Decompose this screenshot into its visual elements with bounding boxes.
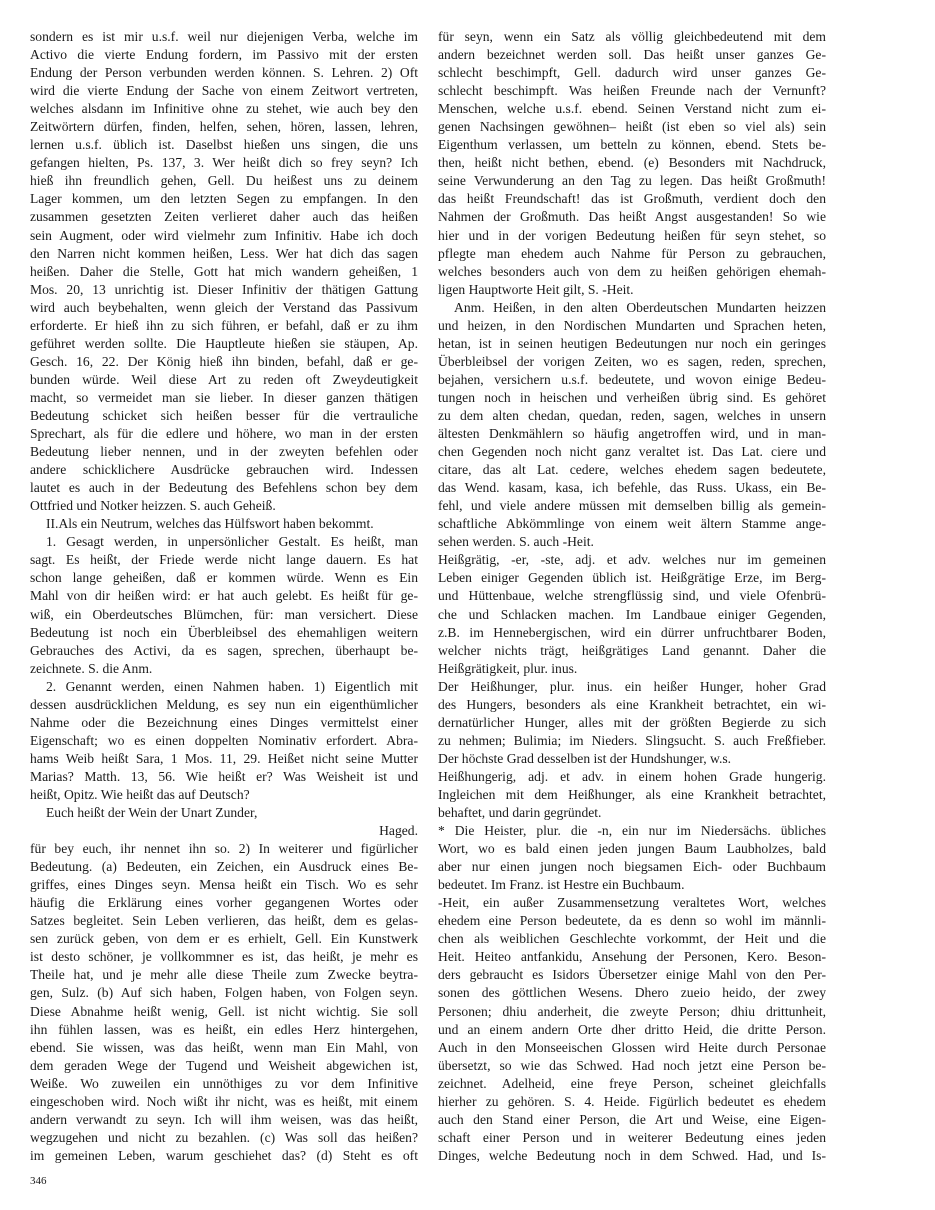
text-line: behaftet, und darin gegründet. xyxy=(438,805,602,821)
text-line: Der Heißhunger, plur. inus. ein heißer Hunger, hoher Grad xyxy=(438,678,826,694)
left-column xyxy=(30,28,418,1165)
text-line: Ottfried und Notker heizzen. S. auch Geheiß. xyxy=(30,498,276,514)
text-line: Euch heißt der Wein der Unart Zunder, xyxy=(46,805,258,821)
text-line: Auch in den Monseeischen Glossen wird Heite durch Personae xyxy=(438,1039,826,1055)
text-line: wegzugehen und nicht zu bezahlen. (c) Was soll das heißen? xyxy=(30,1129,418,1145)
text-line: sein Augment, oder wird vielmehr zum Infinitiv. Habe ich doch xyxy=(30,227,418,243)
text-line: Überbleibsel der vorigen Zeiten, wo es sagen, reden, sprechen, xyxy=(438,353,826,369)
text-line: schon lange geheißen, daß er kommen würde. Wenn es Ein xyxy=(30,570,418,586)
text-line: des Hungers, besonders als eine Krankheit betrachtet, ein wi- xyxy=(438,696,826,712)
text-line: pflegte man ehedem auch Nahme für Person zu gebrauchen, xyxy=(438,245,826,261)
text-line: welches alsdann im Infinitive ohne zu stehet, wie auch bey den xyxy=(30,101,418,117)
text-line: andern verwandt zu seyn. Ich will ihm weisen, was das heißt, xyxy=(30,1111,418,1127)
text-line: und an einem andern Orte dher dritto Heid, die dritte Person. xyxy=(438,1021,826,1037)
text-line: für seyn, wenn ein Satz als völlig gleichbedeutend mit dem xyxy=(438,29,826,44)
text-line: Mos. 20, 13 unrichtig ist. Dieser Infinitiv der thätigen Gattung xyxy=(30,281,418,297)
text-line: Bedeutung schicket sich heißen besser für die vertrauliche xyxy=(30,407,418,423)
text-line: Menschen, welche u.s.f. ebend. Seinen Verstand nicht zum ei- xyxy=(438,101,826,117)
text-line: 1. Gesagt werden, in unpersönlicher Gestalt. Es heißt, man xyxy=(46,534,418,550)
text-line: tungen noch in heischen und verheißen übrig sind. Es gehöret xyxy=(438,389,826,405)
text-line: Gesch. 16, 22. Der König hieß ihn binden, befahl, daß er ge- xyxy=(30,353,418,369)
text-line: übersetzt, so wie das Schwed. Had noch jetzt eine Person be- xyxy=(438,1057,826,1073)
text-line: zeichnet. Adelheid, eine freye Person, scheinet gleichfalls xyxy=(438,1075,826,1091)
text-line: hier und in der vorigen Bedeutung heißen für seyn stehet, so xyxy=(438,227,826,243)
text-line: schaft einer Person und in weiterer Bedeutung eines jeden xyxy=(438,1129,826,1145)
text-line: häufig die Erklärung eines vorher gegangenen Wortes oder xyxy=(30,895,418,911)
text-line: ältesten Denkmählern so häufig angetroffen wird, und in man- xyxy=(438,426,826,442)
text-line: Eigenschaft; wo es einen doppelten Nominativ erfordert. Abra- xyxy=(30,732,418,748)
text-line: Dinges, welche Bedeutung noch in dem Schwed. Had, und Is- xyxy=(438,1147,826,1163)
text-line: Weiße. Wo zuweilen ein unnöthiges zu vor dem Infinitive xyxy=(30,1075,418,1091)
text-line: seine Verwunderung an den Tag zu legen. Das heißt Großmuth! xyxy=(438,173,826,189)
text-line: Nahmen der Großmuth. Das heißt Angst ausgestanden! So wie xyxy=(438,209,826,225)
text-line: Mahl von dir heißen wird: er hat auch gelebt. Es heißt für ge- xyxy=(30,588,418,604)
text-line: Lager kommen, um den letzten Segen zu empfangen. In den xyxy=(30,191,418,207)
text-line: 2. Genannt werden, einen Nahmen haben. 1) Eigentlich mit xyxy=(46,678,418,694)
text-line: macht, so vermeidet man sie lieber. In dieser ganzen thätigen xyxy=(30,389,418,405)
text-line: erforderte. Er hieß ihn zu sich führen, er befahl, daß er zu ihm xyxy=(30,317,418,333)
text-line: Eigenthum verlassen, um betteln zu können, ebend. Stets be- xyxy=(438,137,826,153)
text-line: dessen ausdrücklichen Meldung, es sey nun ein eigenthümlicher xyxy=(30,696,418,712)
text-line: Gebrauches des Activi, da es sagen, sprechen, überhaupt be- xyxy=(30,642,418,658)
text-line: den Narren nicht kommen heißen, Less. Wer hat dich das sagen xyxy=(30,245,418,261)
text-line: für bey euch, ihr nennet ihn so. 2) In weiterer und figürlicher xyxy=(30,841,418,857)
text-line: andern bezeichnet werden soll. Das heißt unser ganzes Ge- xyxy=(438,47,826,63)
text-line: then, heißt nicht bethen, ebend. (e) Besonders mit Nachdruck, xyxy=(438,155,826,171)
text-line: Heißhungerig, adj. et adv. in einem hohen Grade hungerig. xyxy=(438,768,826,784)
text-line: dernatürlicher Hunger, alles mit der größten Begierde zu sich xyxy=(438,714,826,730)
text-line: ders gebraucht es Isidors Übersetzer einige Mahl von den Per- xyxy=(438,967,826,983)
text-line: eingeschoben wird. Noch wißt ihr nicht, was es heißt, mit einem xyxy=(30,1093,418,1109)
text-line: Satzes begleitet. Sein Leben verlieren, das heißt, dem es gelas- xyxy=(30,913,418,929)
text-line: Ingleichen mit dem Heißhunger, als eine Krankheit betrachtet, xyxy=(438,786,826,802)
text-line: griffes, eines Dinges seyn. Mensa heißt ein Tisch. Wo es sehr xyxy=(30,877,418,893)
text-line: sondern es ist mir u.s.f. weil nur diejenigen Verba, welche im xyxy=(30,29,418,44)
text-line: Bedeutung ist noch ein Überbleibsel des ehemahligen weitern xyxy=(30,624,418,640)
text-line: zu nehmen; Bulimia; im Nieders. Slingsucht. S. auch Freßfieber. xyxy=(438,732,826,748)
text-line: -Heit, ein außer Zusammensetzung veraltetes Wort, welches xyxy=(438,895,826,911)
text-line: genen Nachsingen gewöhnen– heißt (ist eben so viel als) sein xyxy=(438,119,826,135)
text-line: ihn fühlen lassen, was es heißt, ein edles Herz hintergehen, xyxy=(30,1021,418,1037)
text-line: sen zurück geben, von dem er es erhielt, Gell. Ein Kunstwerk xyxy=(30,931,418,947)
text-line: wird auch beybehalten, wenn gleich der Verstand das Passivum xyxy=(30,299,418,315)
page-number: 346 xyxy=(30,1175,47,1187)
text-line: und heizen, in den Nordischen Mundarten und Sprachen heten, xyxy=(438,317,826,333)
text-line: Sprechart, als für die edlere und höhere, wo man in der ersten xyxy=(30,426,418,442)
text-line: chen Gegenden noch nicht ganz veraltet ist. Das Lat. ciere und xyxy=(438,444,826,460)
text-line: hetan, ist in seinen heutigen Bedeutungen nur noch ein geringes xyxy=(438,335,826,351)
text-line: andere schicklichere Ausdrücke gebrauchen wird. Indessen xyxy=(30,462,418,478)
text-line: Der höchste Grad desselben ist der Hundshunger, w.s. xyxy=(438,750,732,766)
text-line: wiß, ein Oberdeutsches Blümchen, für: man versichert. Diese xyxy=(30,606,418,622)
text-line: z.B. im Hennebergischen, wird ein dürrer unfruchtbarer Boden, xyxy=(438,624,826,640)
right-column xyxy=(438,28,826,1165)
text-line: aber nur einen jungen noch biegsamen Eich- oder Buchbaum xyxy=(438,859,826,875)
text-line: bedeutet. Im Franz. ist Hestre ein Buchbaum. xyxy=(438,877,685,893)
text-line: Activo die vierte Endung fordern, im Passivo mit der ersten xyxy=(30,47,418,63)
text-line: im gemeinen Leben, warum geschiehet das? (d) Steht es oft xyxy=(30,1147,418,1163)
text-line: lautet es auch in der Bedeutung des Befehlens schon bey dem xyxy=(30,480,418,496)
text-line: auch den Stand einer Person, die Art und Weise, eine Eigen- xyxy=(438,1111,826,1127)
text-line: hierher zu gehören. S. 4. Heide. Figürlich bedeutet es ehedem xyxy=(438,1093,826,1109)
text-line: wird die vierte Endung der Sache von einem Zeitwort vertreten, xyxy=(30,83,418,99)
text-line: schlecht beschimpft, Gell. dadurch wird unser ganzes Ge- xyxy=(438,65,826,81)
text-line: sehen werden. S. auch -Heit. xyxy=(438,534,594,550)
text-line: Heißgrätigkeit, plur. inus. xyxy=(438,660,578,676)
text-line: ist desto schöner, je vollkommner es ist, das heißt, je mehr es xyxy=(30,949,418,965)
text-line: geführet werden sollte. Die Hauptleute hießen sie stäupen, Ap. xyxy=(30,335,418,351)
text-line: dem geraden Wege der Tugend und Weisheit abgewichen ist, xyxy=(30,1057,418,1073)
text-line: das Wend. kasam, kasa, ich befehle, das Russ. Ukass, ein Be- xyxy=(438,480,826,496)
text-line: Personen; dhiu anderheit, die zweyte Person; dhiu drittunheit, xyxy=(438,1003,826,1019)
text-line: schlecht beschimpft. Was heißen Freunde nach der Vernunft? xyxy=(438,83,826,99)
text-line: ebend. Sie wissen, was das heißt, wenn man Ein Mahl, von xyxy=(30,1039,418,1055)
text-line: welcher nichts trägt, heißgrätiges Land genannt. Daher die xyxy=(438,642,826,658)
text-line: gefangen hielten, Ps. 137, 3. Wer heißt dich so frey seyn? Ich xyxy=(30,155,418,171)
text-line: * Die Heister, plur. die -n, ein nur im Niedersächs. übliches xyxy=(438,823,826,839)
text-line: hams Weib heißt Sara, 1 Mos. 11, 29. Heißet nicht seine Mutter xyxy=(30,750,418,766)
text-line: heißen. Daher die Stelle, Gott hat mich wandern geheißen, 1 xyxy=(30,263,418,279)
text-line: II.Als ein Neutrum, welches das Hülfswort haben bekommt. xyxy=(46,516,374,532)
text-line: sonen des göttlichen Wesens. Dhero zueio heido, der zwey xyxy=(438,985,826,1001)
text-line: bunden würde. Weil diese Art zu reden oft Zweydeutigkeit xyxy=(30,371,418,387)
text-line: schaftliche Abkömmlinge von einem weit ältern Stamme ange- xyxy=(438,516,826,532)
text-line: Marias? Matth. 13, 56. Wie heißt er? Was Weisheit ist und xyxy=(30,768,418,784)
text-line: Heißgrätig, -er, -ste, adj. et adv. welches nur im gemeinen xyxy=(438,552,826,568)
text-line: welches besonders auch von dem zu heißen gehörigen ehemah- xyxy=(438,263,826,279)
text-line: Zeitwörtern dürfen, finden, helfen, sehen, hören, lassen, lehren, xyxy=(30,119,418,135)
text-line: zusammen gesetzten Zeiten verlieret daher auch das heißen xyxy=(30,209,418,225)
text-line: heißt, Opitz. Wie heißt das auf Deutsch? xyxy=(30,786,250,802)
text-line: und Hüttenbaue, welche strengflüssig sind, und viele Ofenbrü- xyxy=(438,588,826,604)
text-line: Endung der Person verbunden werden können. S. Lehren. 2) Oft xyxy=(30,65,418,81)
text-line: gen, Sulz. (b) Auf sich haben, Folgen haben, von Folgen seyn. xyxy=(30,985,418,1001)
text-line: Nahme oder die Bezeichnung eines Dinges vermittelst einer xyxy=(30,714,418,730)
text-line: Wort, wo es bald einen jeden jungen Baum Laubholzes, bald xyxy=(438,841,826,857)
text-line: Anm. Heißen, in den alten Oberdeutschen Mundarten heizzen xyxy=(454,299,826,315)
text-line: hieß ihn freundlich gehen, Gell. Du heißest uns zu deinem xyxy=(30,173,418,189)
text-line: fehl, und viele andere müssen mit demselben billig als gemein- xyxy=(438,498,826,514)
text-line: zeichnete. S. die Anm. xyxy=(30,660,153,676)
text-line: Haged. xyxy=(379,823,418,839)
text-line: ehedem eine Person bedeutete, da es denn so wohl im männli- xyxy=(438,913,826,929)
text-line: Leben einiger Gegenden üblich ist. Heißgrätige Erze, im Berg- xyxy=(438,570,826,586)
text-line: che und Schlacken machen. Im Landbaue einiger Gegenden, xyxy=(438,606,826,622)
text-line: lernen u.s.f. üblich ist. Daselbst hießen uns singen, die uns xyxy=(30,137,418,153)
text-line: das heißt Freundschaft! das ist Großmuth, verdient doch den xyxy=(438,191,826,207)
text-line: chen als weiblichen Geschlechte vorkommt, der Heit und die xyxy=(438,931,826,947)
text-line: Bedeutung lieber nennen, und in der zweyten befehlen oder xyxy=(30,444,418,460)
text-line: bejahen, versichern u.s.f. bedeutete, und wovon einige Bedeu- xyxy=(438,371,826,387)
text-line: citare, das alt Lat. cedere, welches ehedem sagen bedeutete, xyxy=(438,462,826,478)
text-line: Diese Abnahme heißt wenig, Gell. ist nicht wichtig. Sie soll xyxy=(30,1003,418,1019)
text-line: Heit. Heiteo antfankidu, Ansehung der Personen, Kero. Beson- xyxy=(438,949,826,965)
text-line: sagt. Es heißt, der Friede werde nicht lange dauern. Es hat xyxy=(30,552,418,568)
text-line: ligen Hauptworte Heit gilt, S. -Heit. xyxy=(438,281,634,297)
text-line: Theile hat, und je mehr alle diese Theile zum Zwecke beytra- xyxy=(30,967,418,983)
text-line: Bedeutung. (a) Bedeuten, ein Zeichen, ein Ausdruck eines Be- xyxy=(30,859,418,875)
text-line: zu dem alten chedan, quedan, reden, sagen, welches in unsern xyxy=(438,407,826,423)
